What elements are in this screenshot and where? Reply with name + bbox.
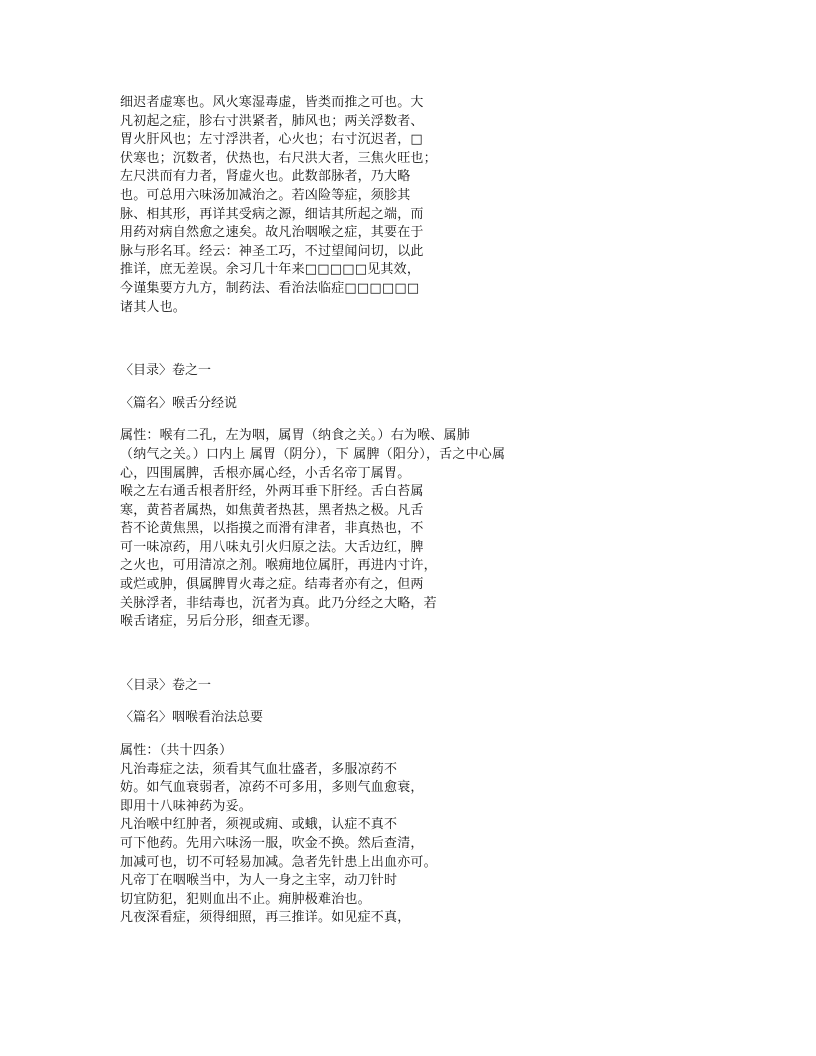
text-line: 心，四围属脾，舌根亦属心经，小舌名帝丁属胃。	[120, 465, 411, 481]
document-page	[120, 94, 720, 928]
chapter-title: 〈篇名〉咽喉看治法总要	[120, 710, 264, 726]
text-line: 凡初起之症，胗右寸洪紧者，肺风也；两关浮数者、	[120, 113, 424, 129]
text-line: 推详，庶无差误。余习几十年来□□□□□见其效，	[120, 262, 421, 278]
text-line: 即用十八味神药为妥。	[120, 798, 253, 814]
text-line: 妨。如气血衰弱者，凉药不可多用，多则气血愈衰，	[120, 780, 424, 796]
text-line: 脉、相其形，再详其受病之源，细诘其所起之端，而	[120, 206, 424, 222]
text-line: 凡治毒症之法，须看其气血壮盛者，多服凉药不	[120, 761, 398, 777]
text-line: 喉之左右通舌根者肝经，外两耳垂下肝经。舌白苔属	[120, 484, 424, 500]
text-line: 胃火肝风也；左寸浮洪者，心火也；右寸沉迟者，□	[120, 132, 423, 148]
text-line: 属性：（共十四条）	[120, 743, 233, 759]
text-line: 属性：喉有二孔，左为咽，属胃（纳食之关。）右为喉、属肺	[120, 428, 470, 444]
text-line: 伏寒也；沉数者，伏热也，右尺洪大者，三焦火旺也；	[120, 150, 437, 166]
text-line: 凡治喉中红肿者，须视或痈、或蛾，认症不真不	[120, 817, 398, 833]
text-line: 凡夜深看症，须得细照，再三推详。如见症不真，	[120, 910, 411, 926]
text-line: 寒，黄苔者属热，如焦黄者热甚，黑者热之极。凡舌	[120, 502, 424, 518]
text-line: 今谨集要方九方，制药法、看治法临症□□□□□□	[120, 280, 420, 296]
chapter-title: 〈篇名〉喉舌分经说	[120, 395, 238, 411]
text-line: 也。可总用六味汤加减治之。若凶险等症，须胗其	[120, 187, 411, 203]
text-line: 诸其人也。	[120, 299, 187, 315]
text-line: 细迟者虚寒也。风火寒湿毒虚，皆类而推之可也。大	[120, 95, 424, 110]
text-line: 左尺洪而有力者，肾虚火也。此数部脉者，乃大略	[120, 169, 411, 185]
text-line: 可下他药。先用六味汤一服，吹金不换。然后查清，	[120, 836, 424, 851]
catalog-heading: 〈目录〉卷之一	[120, 363, 212, 379]
text-line: 关脉浮者，非结毒也，沉者为真。此乃分经之大略，若	[120, 595, 437, 611]
text-line: 凡帝丁在咽喉当中，为人一身之主宰，动刀针时	[120, 873, 398, 889]
text-line: 苔不论黄焦黑，以指摸之而滑有津者，非真热也，不	[120, 521, 424, 537]
text-line: 用药对病自然愈之速矣。故凡治咽喉之症，其要在于	[120, 225, 424, 241]
text-line: 加减可也，切不可轻易加减。急者先针患上出血亦可。	[120, 854, 437, 870]
text-line: 或烂或肿，俱属脾胃火毒之症。结毒者亦有之，但两	[120, 577, 424, 593]
text-line: 之火也，可用清凉之剂。喉痈地位属肝，再进内寸许，	[120, 558, 437, 574]
text-line: 切宜防犯，犯则血出不止。痈肿极难治也。	[120, 891, 371, 907]
text-line: 喉舌诸症，另后分形，细查无谬。	[120, 614, 319, 630]
section-throat-tongue	[120, 362, 720, 632]
section-diagnosis-treatment	[120, 677, 720, 928]
catalog-heading: 〈目录〉卷之一	[120, 677, 212, 693]
intro-section	[120, 94, 720, 317]
text-line: 可一味凉药，用八味丸引火归原之法。大舌边红，脾	[120, 539, 424, 555]
text-line: （纳气之关。）口内上 属胃（阴分），下 属脾（阳分），舌之中心属	[120, 446, 506, 462]
text-line: 脉与形名耳。经云：神圣工巧，不过望闻问切，以此	[120, 243, 424, 259]
